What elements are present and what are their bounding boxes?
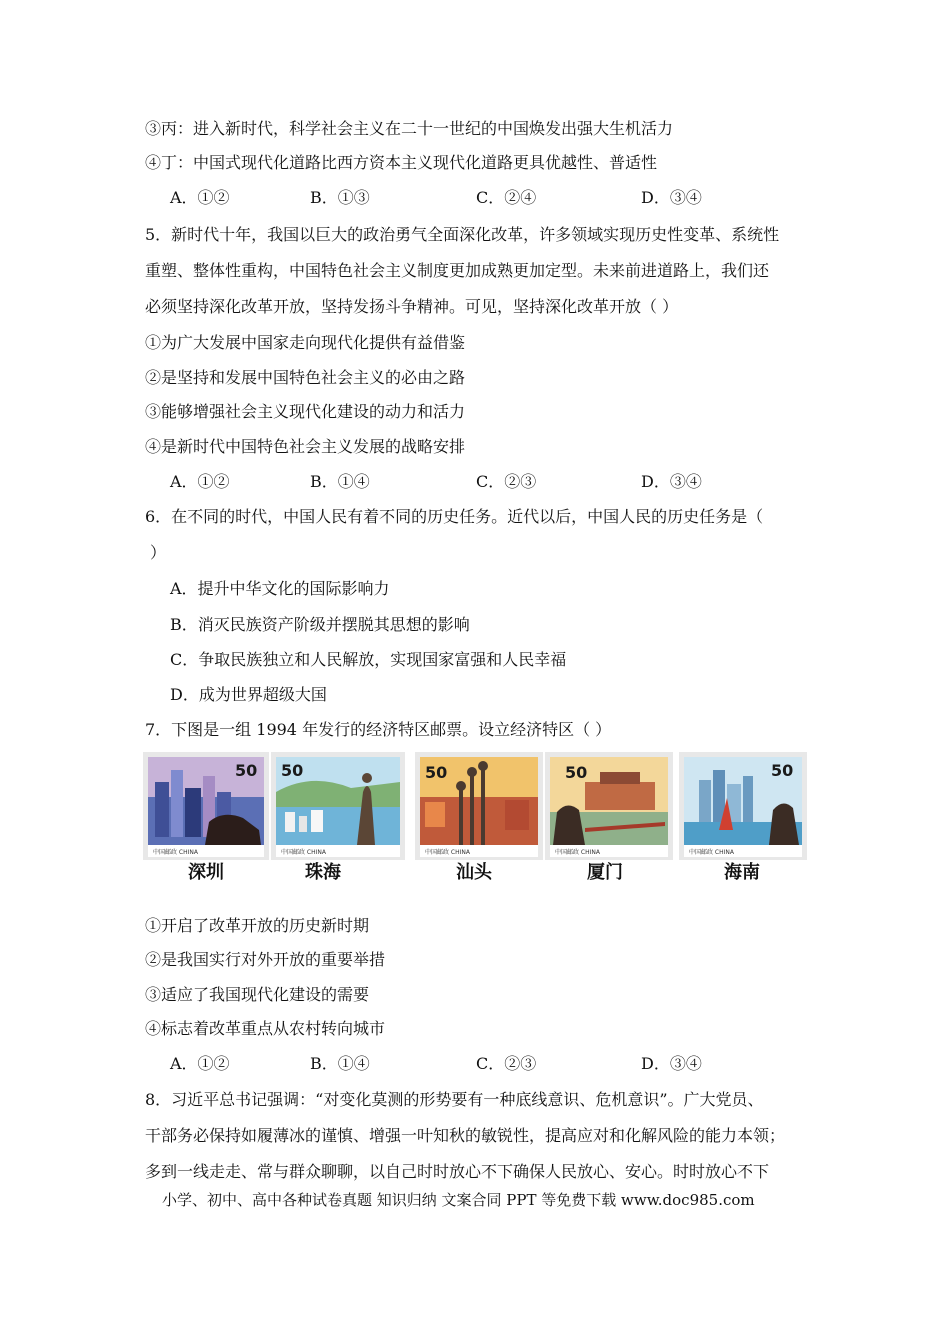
page-footer: 小学、初中、高中各种试卷真题 知识归纳 文案合同 PPT 等免费下载 www.doc985.com <box>162 1191 755 1209</box>
caption-xiamen: 厦门 <box>587 862 623 883</box>
q8-stem-line-2: 干部务必保持如履薄冰的谨慎、增强一叶知秋的敏锐性，提高应对和化解风险的能力本领； <box>145 1126 786 1145</box>
q5-stem-line-1: 5．新时代十年，我国以巨大的政治勇气全面深化改革，许多领域实现历史性变革、系统性 <box>145 225 780 244</box>
q7-option-d: D．③④ <box>641 1054 702 1073</box>
q5-item-2: ②是坚持和发展中国特色社会主义的必由之路 <box>145 368 466 387</box>
q4-option-d: D．③④ <box>641 188 702 207</box>
stamp-shantou <box>415 752 543 860</box>
caption-shenzhen: 深圳 <box>188 862 224 883</box>
stamp-value: 50 <box>235 761 258 780</box>
q7-option-a: A．①② <box>170 1054 230 1073</box>
q7-item-2: ②是我国实行对外开放的重要举措 <box>145 950 386 969</box>
q7-option-c: C．②③ <box>476 1054 537 1073</box>
q6-option-b: B．消灭民族资产阶级并摆脱其思想的影响 <box>170 615 470 634</box>
q7-stem: 7．下图是一组 1994 年发行的经济特区邮票。设立经济特区（ ） <box>145 720 612 739</box>
q6-option-d: D．成为世界超级大国 <box>170 685 327 704</box>
stamp-value: 50 <box>771 761 794 780</box>
stamp-xiamen <box>545 752 673 860</box>
q7-item-3: ③适应了我国现代化建设的需要 <box>145 985 370 1004</box>
stamp-bottom-label: 中国邮政 CHINA <box>425 849 470 856</box>
caption-shantou: 汕头 <box>456 862 492 883</box>
stamp-value: 50 <box>281 761 304 780</box>
q6-stem-line-1: 6．在不同的时代，中国人民有着不同的历史任务。近代以后，中国人民的历史任务是（ <box>145 507 764 526</box>
q5-option-b: B．①④ <box>310 472 370 491</box>
stamp-zhuhai <box>271 752 405 860</box>
q6-option-a: A．提升中华文化的国际影响力 <box>170 579 390 598</box>
stamp-value: 50 <box>425 763 448 782</box>
stamp-hainan <box>679 752 807 860</box>
q4-item-3: ③丙：进入新时代，科学社会主义在二十一世纪的中国焕发出强大生机活力 <box>145 119 674 138</box>
q5-item-3: ③能够增强社会主义现代化建设的动力和活力 <box>145 402 466 421</box>
stamp-shenzhen <box>143 752 269 860</box>
stamp-value: 50 <box>565 763 588 782</box>
q7-item-1: ①开启了改革开放的历史新时期 <box>145 916 370 935</box>
stamp-bottom-label: 中国邮政 CHINA <box>555 849 600 856</box>
q5-option-c: C．②③ <box>476 472 537 491</box>
stamp-bottom-label: 中国邮政 CHINA <box>689 849 734 856</box>
q4-option-a: A．①② <box>170 188 230 207</box>
q5-item-4: ④是新时代中国特色社会主义发展的战略安排 <box>145 437 466 456</box>
stamp-bottom-label: 中国邮政 CHINA <box>153 849 198 856</box>
q7-item-4: ④标志着改革重点从农村转向城市 <box>145 1019 386 1038</box>
q8-stem-line-3: 多到一线走走、常与群众聊聊，以自己时时放心不下确保人民放心、安心。时时放心不下 <box>145 1162 770 1181</box>
q4-option-c: C．②④ <box>476 188 537 207</box>
caption-zhuhai: 珠海 <box>305 862 341 883</box>
q5-option-d: D．③④ <box>641 472 702 491</box>
q5-option-a: A．①② <box>170 472 230 491</box>
q5-stem-line-2: 重塑、整体性重构，中国特色社会主义制度更加成熟更加定型。未来前进道路上，我们还 <box>145 261 770 280</box>
q6-option-c: C．争取民族独立和人民解放，实现国家富强和人民幸福 <box>170 650 567 669</box>
stamp-bottom-label: 中国邮政 CHINA <box>281 849 326 856</box>
stamp-captions <box>143 860 807 886</box>
q5-stem-line-3: 必须坚持深化改革开放，坚持发扬斗争精神。可见，坚持深化改革开放（ ） <box>145 297 679 316</box>
q7-option-b: B．①④ <box>310 1054 370 1073</box>
caption-hainan: 海南 <box>724 862 760 883</box>
q4-option-b: B．①③ <box>310 188 370 207</box>
q4-item-4: ④丁：中国式现代化道路比西方资本主义现代化道路更具优越性、普适性 <box>145 153 658 172</box>
q5-item-1: ①为广大发展中国家走向现代化提供有益借鉴 <box>145 333 466 352</box>
stamp-set-figure <box>143 752 807 860</box>
q6-stem-line-2: ） <box>150 543 167 562</box>
q8-stem-line-1: 8．习近平总书记强调：“对变化莫测的形势要有一种底线意识、危机意识”。广大党员、 <box>145 1090 764 1109</box>
